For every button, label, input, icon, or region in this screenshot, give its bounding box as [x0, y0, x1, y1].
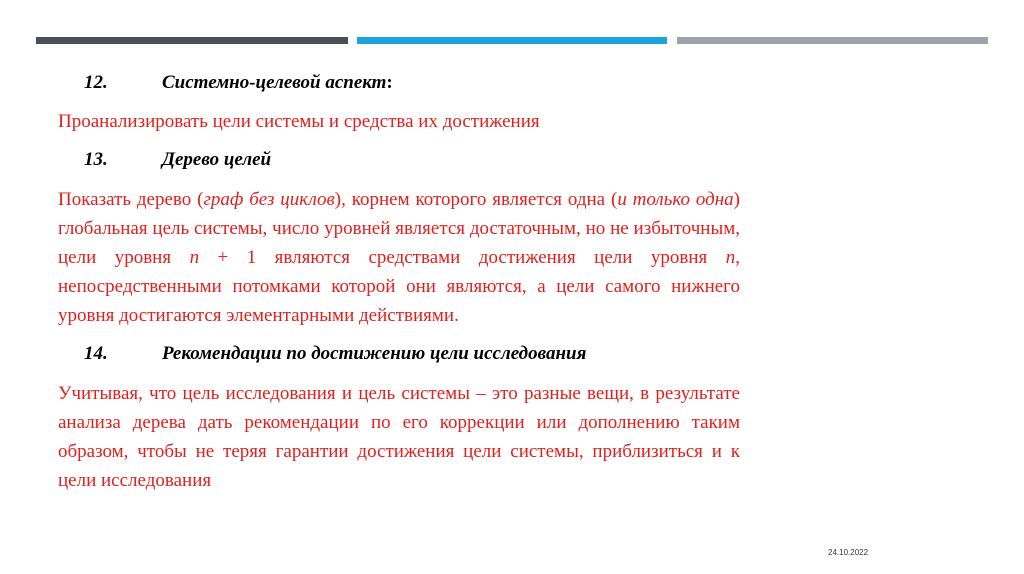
slide-date: 24.10.2022	[828, 548, 869, 557]
text-segment: Показать дерево (	[58, 189, 204, 210]
section-12-body	[58, 107, 740, 136]
section-number: 12.	[84, 72, 108, 93]
italic-text-segment: n	[189, 247, 200, 268]
italic-text-segment: граф без циклов	[203, 189, 335, 210]
header-bar-dark	[36, 37, 348, 44]
text-segment: ), корнем которого является одна (	[334, 189, 618, 210]
header-decoration-bars	[0, 37, 1024, 44]
section-title: Дерево целей	[162, 149, 272, 170]
header-bar-gray	[677, 37, 988, 44]
section-14-heading	[84, 343, 740, 365]
section-12-heading	[84, 72, 740, 94]
header-bar-blue	[357, 37, 667, 44]
section-title: Рекомендации по достижению цели исследования	[162, 343, 587, 364]
text-segment: ) глобальная цель системы, число уровней является достаточным, но не избыточным, цели уровня	[58, 189, 740, 268]
italic-text-segment: и только одна	[617, 189, 734, 210]
section-13-heading	[84, 149, 740, 171]
section-13-body	[58, 185, 740, 330]
section-number: 14.	[84, 343, 108, 364]
section-14-body	[58, 379, 740, 495]
slide-content	[58, 72, 740, 495]
text-segment: , непосредственными потомками которой они являются, а цели самого нижнего уровня достигаются элементарными действиями.	[58, 247, 740, 326]
section-number: 13.	[84, 149, 108, 170]
text-segment: Учитывая, что цель исследования и цель системы – это разные вещи, в результате анализа дерева дать рекомендации по его коррекции или дополнению таким образом, чтобы не теряя гарантии достижения цели системы, приблизиться и к цели исследования	[58, 383, 740, 491]
italic-text-segment: n	[725, 247, 736, 268]
section-title: Системно-целевой аспект:	[162, 72, 393, 93]
text-segment: + 1 являются средствами достижения цели уровня	[199, 247, 726, 268]
text-segment: Проанализировать цели системы и средства их достижения	[58, 111, 540, 132]
